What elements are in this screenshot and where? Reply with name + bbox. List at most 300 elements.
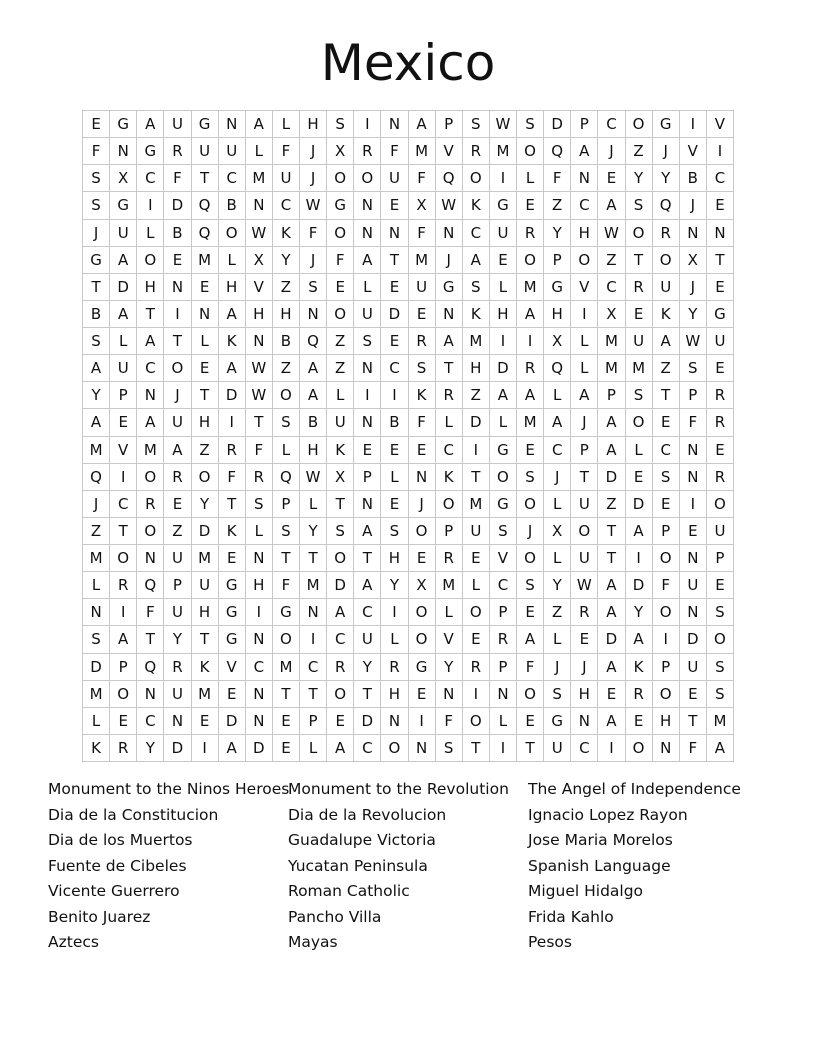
grid-cell[interactable]: I xyxy=(653,626,680,653)
grid-cell[interactable]: V xyxy=(246,274,273,301)
grid-cell[interactable]: S xyxy=(626,382,653,409)
grid-cell[interactable]: K xyxy=(409,382,436,409)
grid-cell[interactable]: O xyxy=(626,409,653,436)
grid-cell[interactable]: M xyxy=(490,138,517,165)
grid-cell[interactable]: T xyxy=(626,247,653,274)
grid-cell[interactable]: A xyxy=(354,518,381,545)
grid-cell[interactable]: N xyxy=(354,192,381,219)
grid-cell[interactable]: E xyxy=(409,437,436,464)
grid-cell[interactable]: N xyxy=(164,708,191,735)
grid-cell[interactable]: U xyxy=(354,301,381,328)
grid-cell[interactable]: K xyxy=(463,192,490,219)
grid-cell[interactable]: C xyxy=(463,220,490,247)
grid-cell[interactable]: Q xyxy=(436,165,463,192)
grid-cell[interactable]: H xyxy=(219,274,246,301)
grid-cell[interactable]: L xyxy=(137,220,164,247)
grid-cell[interactable]: O xyxy=(707,626,734,653)
grid-cell[interactable]: Z xyxy=(626,138,653,165)
grid-cell[interactable]: G xyxy=(110,192,137,219)
grid-cell[interactable]: E xyxy=(626,708,653,735)
grid-cell[interactable]: Y xyxy=(273,247,300,274)
grid-cell[interactable]: E xyxy=(707,355,734,382)
grid-cell[interactable]: S xyxy=(517,572,544,599)
grid-cell[interactable]: V xyxy=(707,111,734,138)
grid-cell[interactable]: L xyxy=(381,464,408,491)
grid-cell[interactable]: Y xyxy=(653,165,680,192)
grid-cell[interactable]: L xyxy=(354,274,381,301)
grid-cell[interactable]: R xyxy=(137,491,164,518)
grid-cell[interactable]: Z xyxy=(273,274,300,301)
grid-cell[interactable]: R xyxy=(463,654,490,681)
grid-cell[interactable]: R xyxy=(354,138,381,165)
grid-cell[interactable]: U xyxy=(707,518,734,545)
grid-cell[interactable]: T xyxy=(463,464,490,491)
grid-cell[interactable]: B xyxy=(219,192,246,219)
grid-cell[interactable]: A xyxy=(436,328,463,355)
grid-cell[interactable]: N xyxy=(246,681,273,708)
grid-cell[interactable]: M xyxy=(626,355,653,382)
grid-cell[interactable]: N xyxy=(354,355,381,382)
grid-cell[interactable]: N xyxy=(707,220,734,247)
grid-cell[interactable]: Q xyxy=(544,355,571,382)
grid-cell[interactable]: D xyxy=(110,274,137,301)
grid-cell[interactable]: M xyxy=(598,328,625,355)
grid-cell[interactable]: Z xyxy=(327,328,354,355)
grid-cell[interactable]: F xyxy=(436,708,463,735)
grid-cell[interactable]: G xyxy=(219,572,246,599)
grid-cell[interactable]: O xyxy=(409,626,436,653)
grid-cell[interactable]: L xyxy=(544,626,571,653)
grid-cell[interactable]: P xyxy=(110,654,137,681)
grid-cell[interactable]: G xyxy=(409,654,436,681)
grid-cell[interactable]: C xyxy=(571,735,598,762)
grid-cell[interactable]: T xyxy=(219,491,246,518)
grid-cell[interactable]: T xyxy=(192,165,219,192)
grid-cell[interactable]: K xyxy=(83,735,110,762)
grid-cell[interactable]: L xyxy=(436,599,463,626)
grid-cell[interactable]: M xyxy=(83,437,110,464)
grid-cell[interactable]: E xyxy=(273,735,300,762)
grid-cell[interactable]: T xyxy=(83,274,110,301)
grid-cell[interactable]: S xyxy=(436,735,463,762)
grid-cell[interactable]: Z xyxy=(598,247,625,274)
grid-cell[interactable]: S xyxy=(273,518,300,545)
grid-cell[interactable]: D xyxy=(598,626,625,653)
grid-cell[interactable]: O xyxy=(517,491,544,518)
grid-cell[interactable]: G xyxy=(83,247,110,274)
grid-cell[interactable]: L xyxy=(490,409,517,436)
grid-cell[interactable]: I xyxy=(110,464,137,491)
grid-cell[interactable]: E xyxy=(409,545,436,572)
grid-cell[interactable]: H xyxy=(273,301,300,328)
grid-cell[interactable]: L xyxy=(83,572,110,599)
grid-cell[interactable]: O xyxy=(354,165,381,192)
grid-cell[interactable]: H xyxy=(192,599,219,626)
grid-cell[interactable]: F xyxy=(409,409,436,436)
grid-cell[interactable]: S xyxy=(300,274,327,301)
grid-cell[interactable]: S xyxy=(680,355,707,382)
grid-cell[interactable]: E xyxy=(83,111,110,138)
grid-cell[interactable]: F xyxy=(381,138,408,165)
grid-cell[interactable]: N xyxy=(381,708,408,735)
grid-cell[interactable]: I xyxy=(192,735,219,762)
grid-cell[interactable]: O xyxy=(653,247,680,274)
grid-cell[interactable]: J xyxy=(83,220,110,247)
grid-cell[interactable]: O xyxy=(137,247,164,274)
grid-cell[interactable]: R xyxy=(436,382,463,409)
grid-cell[interactable]: L xyxy=(192,328,219,355)
grid-cell[interactable]: X xyxy=(598,301,625,328)
grid-cell[interactable]: A xyxy=(137,328,164,355)
grid-cell[interactable]: O xyxy=(653,545,680,572)
grid-cell[interactable]: A xyxy=(626,626,653,653)
grid-cell[interactable]: J xyxy=(598,138,625,165)
grid-cell[interactable]: G xyxy=(490,491,517,518)
grid-cell[interactable]: W xyxy=(490,111,517,138)
grid-cell[interactable]: F xyxy=(83,138,110,165)
grid-cell[interactable]: P xyxy=(490,654,517,681)
grid-cell[interactable]: Z xyxy=(598,491,625,518)
grid-cell[interactable]: E xyxy=(273,708,300,735)
grid-cell[interactable]: E xyxy=(626,301,653,328)
grid-cell[interactable]: O xyxy=(653,599,680,626)
grid-cell[interactable]: T xyxy=(192,626,219,653)
grid-cell[interactable]: K xyxy=(436,464,463,491)
grid-cell[interactable]: A xyxy=(517,626,544,653)
grid-cell[interactable]: A xyxy=(110,247,137,274)
grid-cell[interactable]: P xyxy=(598,382,625,409)
grid-cell[interactable]: W xyxy=(300,192,327,219)
grid-cell[interactable]: W xyxy=(246,382,273,409)
grid-cell[interactable]: G xyxy=(219,599,246,626)
grid-cell[interactable]: U xyxy=(680,654,707,681)
grid-cell[interactable]: W xyxy=(246,220,273,247)
grid-cell[interactable]: Z xyxy=(192,437,219,464)
grid-cell[interactable]: N xyxy=(381,220,408,247)
grid-cell[interactable]: E xyxy=(327,708,354,735)
grid-cell[interactable]: E xyxy=(110,708,137,735)
grid-cell[interactable]: M xyxy=(192,247,219,274)
grid-cell[interactable]: R xyxy=(571,599,598,626)
grid-cell[interactable]: A xyxy=(517,382,544,409)
grid-cell[interactable]: E xyxy=(192,355,219,382)
grid-cell[interactable]: T xyxy=(571,464,598,491)
grid-cell[interactable]: U xyxy=(192,572,219,599)
grid-cell[interactable]: G xyxy=(137,138,164,165)
grid-cell[interactable]: M xyxy=(83,545,110,572)
grid-cell[interactable]: M xyxy=(409,138,436,165)
grid-cell[interactable]: S xyxy=(653,464,680,491)
grid-cell[interactable]: U xyxy=(273,165,300,192)
grid-cell[interactable]: O xyxy=(436,491,463,518)
grid-cell[interactable]: E xyxy=(219,545,246,572)
grid-cell[interactable]: R xyxy=(517,355,544,382)
grid-cell[interactable]: D xyxy=(219,382,246,409)
grid-cell[interactable]: N xyxy=(246,708,273,735)
grid-cell[interactable]: A xyxy=(707,735,734,762)
grid-cell[interactable]: B xyxy=(680,165,707,192)
grid-cell[interactable]: O xyxy=(273,382,300,409)
grid-cell[interactable]: I xyxy=(300,626,327,653)
grid-cell[interactable]: T xyxy=(273,681,300,708)
grid-cell[interactable]: L xyxy=(300,491,327,518)
grid-cell[interactable]: A xyxy=(490,382,517,409)
grid-cell[interactable]: S xyxy=(463,111,490,138)
grid-cell[interactable]: I xyxy=(409,708,436,735)
grid-cell[interactable]: A xyxy=(463,247,490,274)
grid-cell[interactable]: H xyxy=(463,355,490,382)
grid-cell[interactable]: A xyxy=(219,301,246,328)
grid-cell[interactable]: U xyxy=(571,491,598,518)
grid-cell[interactable]: U xyxy=(490,220,517,247)
grid-cell[interactable]: E xyxy=(463,545,490,572)
grid-cell[interactable]: A xyxy=(598,599,625,626)
grid-cell[interactable]: N xyxy=(246,545,273,572)
grid-cell[interactable]: B xyxy=(164,220,191,247)
grid-cell[interactable]: U xyxy=(409,274,436,301)
grid-cell[interactable]: S xyxy=(490,518,517,545)
grid-cell[interactable]: Q xyxy=(653,192,680,219)
grid-cell[interactable]: U xyxy=(707,328,734,355)
grid-cell[interactable]: H xyxy=(653,708,680,735)
grid-cell[interactable]: M xyxy=(409,247,436,274)
grid-cell[interactable]: P xyxy=(680,382,707,409)
grid-cell[interactable]: C xyxy=(137,708,164,735)
grid-cell[interactable]: D xyxy=(327,572,354,599)
grid-cell[interactable]: L xyxy=(490,274,517,301)
grid-cell[interactable]: U xyxy=(381,165,408,192)
grid-cell[interactable]: P xyxy=(707,545,734,572)
grid-cell[interactable]: D xyxy=(598,464,625,491)
grid-cell[interactable]: L xyxy=(273,111,300,138)
grid-cell[interactable]: C xyxy=(110,491,137,518)
grid-cell[interactable]: K xyxy=(327,437,354,464)
grid-cell[interactable]: J xyxy=(544,654,571,681)
grid-cell[interactable]: L xyxy=(219,247,246,274)
grid-cell[interactable]: B xyxy=(300,409,327,436)
grid-cell[interactable]: D xyxy=(246,735,273,762)
grid-cell[interactable]: N xyxy=(83,599,110,626)
grid-cell[interactable]: O xyxy=(571,247,598,274)
grid-cell[interactable]: A xyxy=(626,518,653,545)
grid-cell[interactable]: G xyxy=(490,437,517,464)
grid-cell[interactable]: D xyxy=(164,735,191,762)
grid-cell[interactable]: X xyxy=(409,192,436,219)
grid-cell[interactable]: X xyxy=(110,165,137,192)
grid-cell[interactable]: E xyxy=(463,626,490,653)
grid-cell[interactable]: I xyxy=(571,301,598,328)
grid-cell[interactable]: F xyxy=(246,437,273,464)
grid-cell[interactable]: F xyxy=(273,572,300,599)
grid-cell[interactable]: V xyxy=(490,545,517,572)
grid-cell[interactable]: C xyxy=(490,572,517,599)
grid-cell[interactable]: L xyxy=(490,708,517,735)
grid-cell[interactable]: X xyxy=(327,464,354,491)
grid-cell[interactable]: E xyxy=(490,247,517,274)
grid-cell[interactable]: N xyxy=(680,545,707,572)
grid-cell[interactable]: J xyxy=(300,247,327,274)
grid-cell[interactable]: R xyxy=(164,464,191,491)
grid-cell[interactable]: F xyxy=(409,220,436,247)
grid-cell[interactable]: Y xyxy=(626,165,653,192)
grid-cell[interactable]: E xyxy=(409,681,436,708)
grid-cell[interactable]: P xyxy=(110,382,137,409)
grid-cell[interactable]: I xyxy=(246,599,273,626)
grid-cell[interactable]: L xyxy=(436,409,463,436)
grid-cell[interactable]: A xyxy=(653,328,680,355)
grid-cell[interactable]: I xyxy=(110,599,137,626)
grid-cell[interactable]: V xyxy=(436,138,463,165)
grid-cell[interactable]: O xyxy=(110,681,137,708)
grid-cell[interactable]: O xyxy=(327,165,354,192)
grid-cell[interactable]: I xyxy=(137,192,164,219)
grid-cell[interactable]: A xyxy=(219,355,246,382)
grid-cell[interactable]: C xyxy=(246,654,273,681)
grid-cell[interactable]: R xyxy=(517,220,544,247)
grid-cell[interactable]: J xyxy=(544,464,571,491)
grid-cell[interactable]: M xyxy=(463,328,490,355)
grid-cell[interactable]: B xyxy=(83,301,110,328)
grid-cell[interactable]: F xyxy=(164,165,191,192)
grid-cell[interactable]: A xyxy=(83,355,110,382)
grid-cell[interactable]: T xyxy=(598,545,625,572)
grid-cell[interactable]: R xyxy=(219,437,246,464)
grid-cell[interactable]: S xyxy=(327,518,354,545)
grid-cell[interactable]: O xyxy=(463,165,490,192)
grid-cell[interactable]: Y xyxy=(436,654,463,681)
grid-cell[interactable]: P xyxy=(490,599,517,626)
grid-cell[interactable]: A xyxy=(409,111,436,138)
grid-cell[interactable]: O xyxy=(110,545,137,572)
grid-cell[interactable]: D xyxy=(381,301,408,328)
grid-cell[interactable]: B xyxy=(273,328,300,355)
grid-cell[interactable]: Z xyxy=(164,518,191,545)
grid-cell[interactable]: R xyxy=(707,464,734,491)
grid-cell[interactable]: S xyxy=(463,274,490,301)
grid-cell[interactable]: M xyxy=(436,572,463,599)
grid-cell[interactable]: O xyxy=(490,464,517,491)
grid-cell[interactable]: O xyxy=(164,355,191,382)
grid-cell[interactable]: Y xyxy=(83,382,110,409)
grid-cell[interactable]: T xyxy=(707,247,734,274)
grid-cell[interactable]: U xyxy=(164,111,191,138)
grid-cell[interactable]: Z xyxy=(273,355,300,382)
grid-cell[interactable]: Q xyxy=(273,464,300,491)
grid-cell[interactable]: O xyxy=(327,220,354,247)
grid-cell[interactable]: A xyxy=(598,572,625,599)
grid-cell[interactable]: D xyxy=(354,708,381,735)
grid-cell[interactable]: M xyxy=(517,274,544,301)
grid-cell[interactable]: L xyxy=(381,626,408,653)
grid-cell[interactable]: L xyxy=(544,382,571,409)
grid-cell[interactable]: N xyxy=(680,437,707,464)
grid-cell[interactable]: N xyxy=(436,681,463,708)
grid-cell[interactable]: Y xyxy=(381,572,408,599)
grid-cell[interactable]: N xyxy=(571,165,598,192)
grid-cell[interactable]: O xyxy=(273,626,300,653)
grid-cell[interactable]: V xyxy=(110,437,137,464)
grid-cell[interactable]: T xyxy=(463,735,490,762)
grid-cell[interactable]: X xyxy=(544,328,571,355)
grid-cell[interactable]: A xyxy=(164,437,191,464)
grid-cell[interactable]: J xyxy=(300,138,327,165)
grid-cell[interactable]: E xyxy=(219,681,246,708)
grid-cell[interactable]: C xyxy=(137,165,164,192)
grid-cell[interactable]: C xyxy=(354,735,381,762)
grid-cell[interactable]: S xyxy=(83,328,110,355)
grid-cell[interactable]: P xyxy=(273,491,300,518)
grid-cell[interactable]: K xyxy=(273,220,300,247)
grid-cell[interactable]: G xyxy=(653,111,680,138)
grid-cell[interactable]: R xyxy=(409,328,436,355)
grid-cell[interactable]: M xyxy=(192,545,219,572)
grid-cell[interactable]: J xyxy=(409,491,436,518)
grid-cell[interactable]: N xyxy=(300,301,327,328)
grid-cell[interactable]: I xyxy=(490,735,517,762)
grid-cell[interactable]: N xyxy=(409,735,436,762)
grid-cell[interactable]: S xyxy=(354,328,381,355)
grid-cell[interactable]: I xyxy=(490,165,517,192)
grid-cell[interactable]: E xyxy=(707,572,734,599)
grid-cell[interactable]: W xyxy=(300,464,327,491)
grid-cell[interactable]: R xyxy=(164,654,191,681)
grid-cell[interactable]: E xyxy=(571,626,598,653)
grid-cell[interactable]: H xyxy=(381,545,408,572)
grid-cell[interactable]: Y xyxy=(680,301,707,328)
grid-cell[interactable]: Z xyxy=(327,355,354,382)
grid-cell[interactable]: R xyxy=(110,735,137,762)
grid-cell[interactable]: I xyxy=(381,382,408,409)
grid-cell[interactable]: R xyxy=(110,572,137,599)
grid-cell[interactable]: E xyxy=(110,409,137,436)
grid-cell[interactable]: I xyxy=(490,328,517,355)
grid-cell[interactable]: E xyxy=(381,328,408,355)
grid-cell[interactable]: S xyxy=(83,626,110,653)
grid-cell[interactable]: O xyxy=(409,518,436,545)
grid-cell[interactable]: E xyxy=(517,437,544,464)
grid-cell[interactable]: G xyxy=(192,111,219,138)
grid-cell[interactable]: A xyxy=(327,735,354,762)
grid-cell[interactable]: A xyxy=(137,409,164,436)
grid-cell[interactable]: E xyxy=(653,409,680,436)
grid-cell[interactable]: O xyxy=(626,735,653,762)
grid-cell[interactable]: I xyxy=(680,111,707,138)
grid-cell[interactable]: O xyxy=(626,220,653,247)
grid-cell[interactable]: S xyxy=(327,111,354,138)
grid-cell[interactable]: E xyxy=(381,274,408,301)
grid-cell[interactable]: E xyxy=(327,274,354,301)
grid-cell[interactable]: Q xyxy=(300,328,327,355)
grid-cell[interactable]: E xyxy=(707,437,734,464)
grid-cell[interactable]: U xyxy=(544,735,571,762)
grid-cell[interactable]: N xyxy=(137,382,164,409)
grid-cell[interactable]: Y xyxy=(164,626,191,653)
grid-cell[interactable]: Q xyxy=(137,572,164,599)
grid-cell[interactable]: Z xyxy=(544,599,571,626)
grid-cell[interactable]: T xyxy=(300,545,327,572)
grid-cell[interactable]: T xyxy=(164,328,191,355)
grid-cell[interactable]: L xyxy=(246,138,273,165)
grid-cell[interactable]: S xyxy=(83,192,110,219)
grid-cell[interactable]: C xyxy=(653,437,680,464)
grid-cell[interactable]: D xyxy=(490,355,517,382)
grid-cell[interactable]: D xyxy=(83,654,110,681)
grid-cell[interactable]: M xyxy=(246,165,273,192)
grid-cell[interactable]: M xyxy=(598,355,625,382)
grid-cell[interactable]: C xyxy=(137,355,164,382)
grid-cell[interactable]: J xyxy=(680,274,707,301)
grid-cell[interactable]: V xyxy=(436,626,463,653)
